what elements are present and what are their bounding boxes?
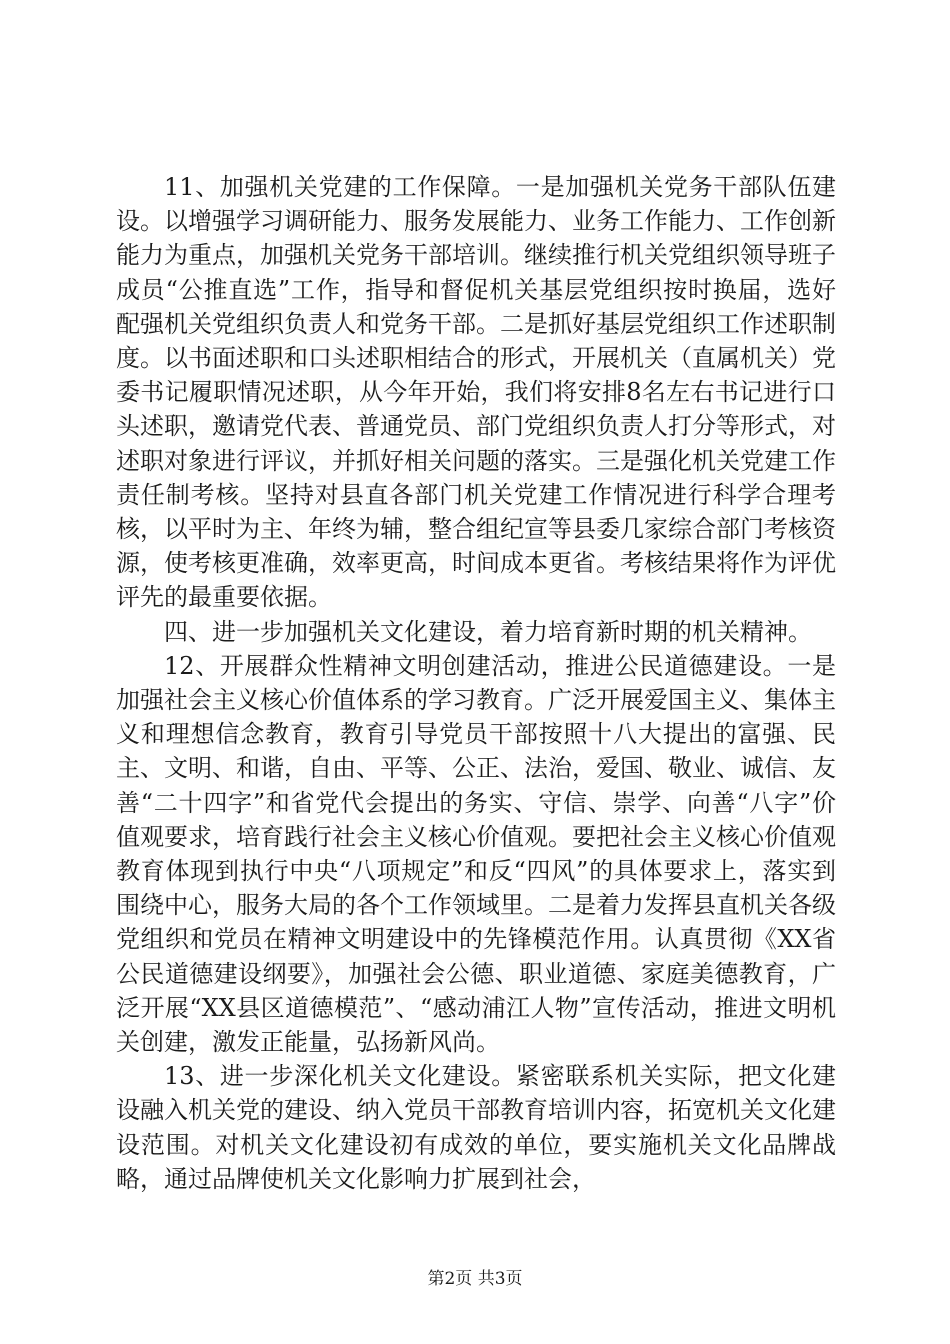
paragraph-item-13: 13、进一步深化机关文化建设。紧密联系机关实际，把文化建设融入机关党的建设、纳入党员干部教育培训内容，拓宽机关文化建设范围。对机关文化建设初有成效的单位，要实施机关文化品牌战略，通过品牌使机关文化影响力扩展到社会， <box>116 1062 836 1193</box>
paragraph-item-12: 12、开展群众性精神文明创建活动，推进公民道德建设。一是加强社会主义核心价值体系的学习教育。广泛开展爱国主义、集体主义和理想信念教育，教育引导党员干部按照十八大提出的富强、民主、文明、和谐，自由、平等、公正、法治，爱国、敬业、诚信、友善“二十四字”和省党代会提出的务实、守信、崇学、向善“八字”价值观要求，培育践行社会主义核心价值观。要把社会主义核心价值观教育体现到执行中央“八项规定”和反“四风”的具体要求上，落实到围绕中心，服务大局的各个工作领域里。二是着力发挥县直机关各级党组织和党员在精神文明建设中的先锋模范作用。认真贯彻《XX省公民道德建设纲要》，加强社会公德、职业道德、家庭美德教育，广泛开展“XX县区道德模范”、“感动浦江人物”宣传活动，推进文明机关创建，激发正能量，弘扬新风尚。 <box>116 651 836 1057</box>
paragraph-item-11: 11、加强机关党建的工作保障。一是加强机关党务干部队伍建设。以增强学习调研能力、服务发展能力、业务工作能力、工作创新能力为重点，加强机关党务干部培训。继续推行机关党组织领导班子成员“公推直选”工作，指导和督促机关基层党组织按时换届，选好配强机关党组织负责人和党务干部。二是抓好基层党组织工作述职制度。以书面述职和口头述职相结合的形式，开展机关（直属机关）党委书记履职情况述职，从今年开始，我们将安排8名左右书记进行口头述职，邀请党代表、普通党员、部门党组织负责人打分等形式，对述职对象进行评议，并抓好相关问题的落实。三是强化机关党建工作责任制考核。坚持对县直各部门机关党建工作情况进行科学合理考核，以平时为主、年终为辅，整合组纪宣等县委几家综合部门考核资源，使考核更准确，效率更高，时间成本更省。考核结果将作为评优评先的最重要依据。 <box>116 173 836 612</box>
document-body <box>116 170 836 1196</box>
section-heading-four: 四、进一步加强机关文化建设，着力培育新时期的机关精神。 <box>164 617 812 646</box>
page-number-footer: 第2页 共3页 <box>427 1269 523 1289</box>
